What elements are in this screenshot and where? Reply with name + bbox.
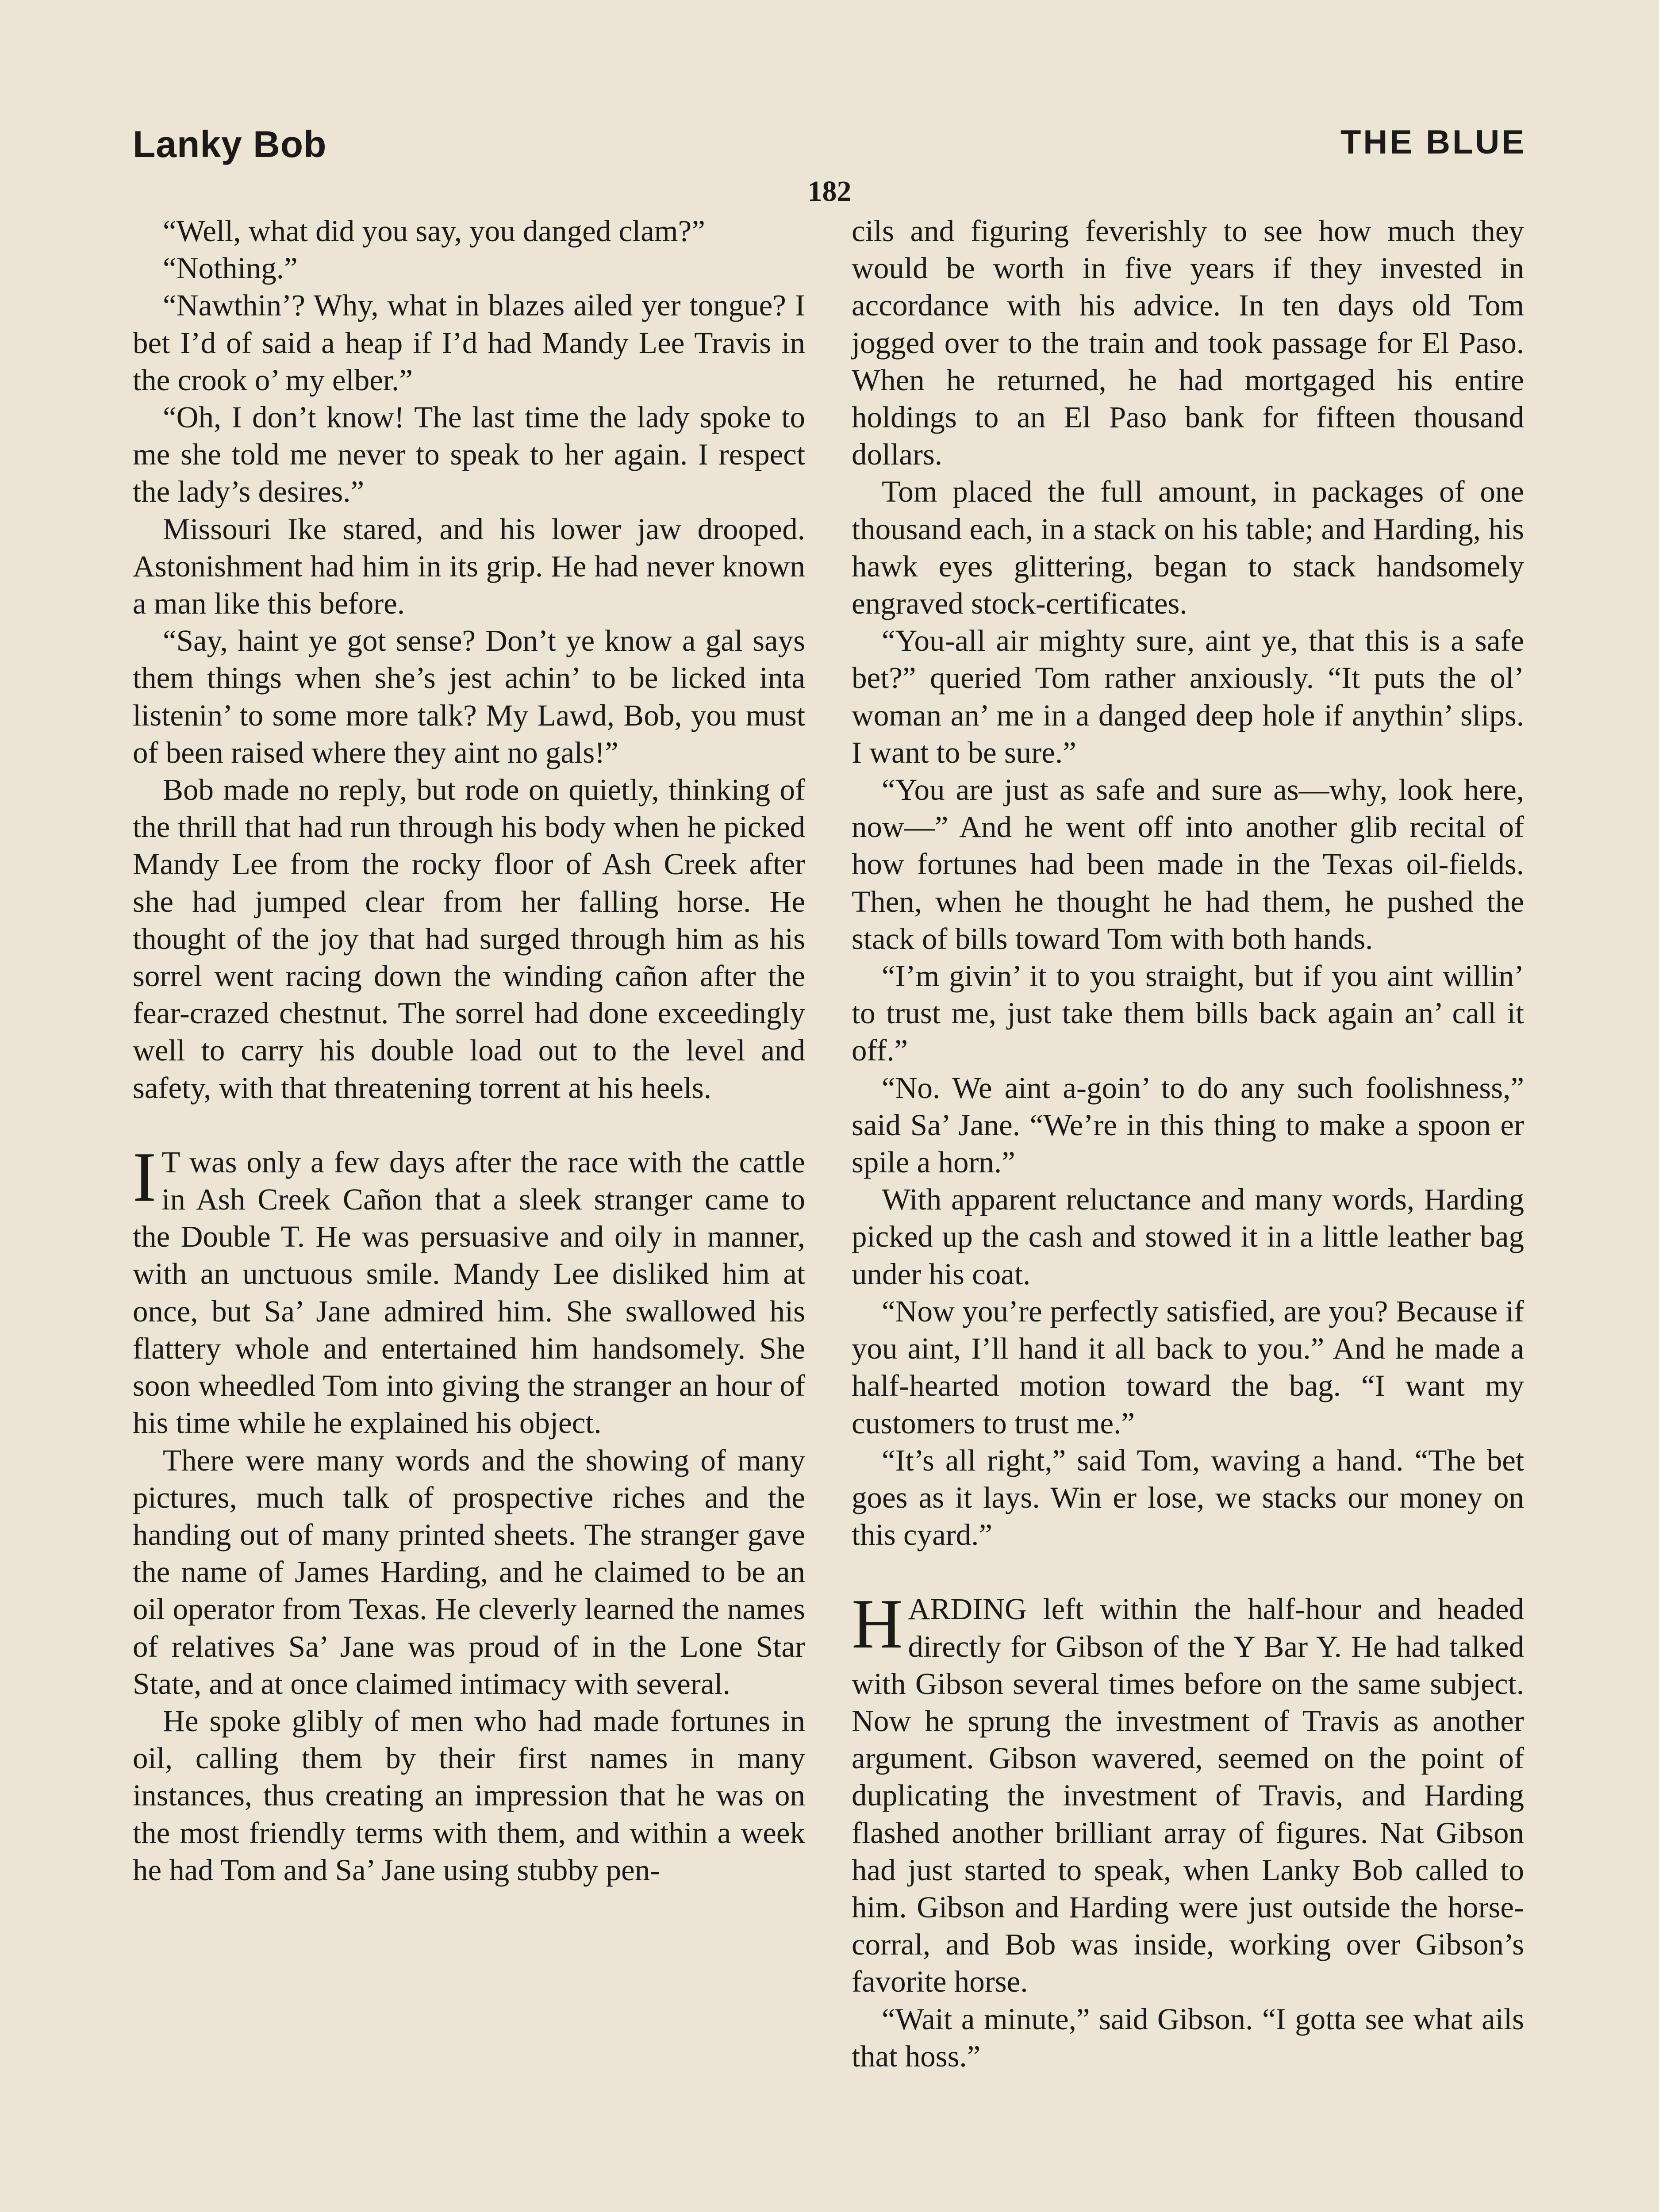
paragraph: “Now you’re perfectly satisfied, are you? Because if you aint, I’ll hand it all back to you.” And he made a half-hearted motion toward the bag. “I want my customers to trust me.” [852,1294,1524,1440]
paragraph: “Oh, I don’t know! The last time the lady spoke to me she told me never to speak to her again. I respect the lady’s desires.” [133,400,805,509]
paragraph: “No. We aint a-goin’ to do any such foolishness,” said Sa’ Jane. “We’re in this thing to make a spoon er spile a horn.” [852,1071,1524,1179]
paragraph: Tom placed the full amount, in packages of one thousand each, in a stack on his table; and Harding, his hawk eyes glittering, began to stack handsomely engraved stock-certificates. [852,475,1524,621]
story-title: Lanky Bob [133,123,327,165]
magazine-title: THE BLUE [1340,123,1526,161]
left-column [133,212,805,1889]
paragraph: With apparent reluctance and many words, Harding picked up the cash and stowed it in a little leather bag under his coat. [852,1183,1524,1291]
paragraph: There were many words and the showing of many pictures, much talk of prospective riches and the handing out of many printed sheets. The stranger gave the name of James Harding, and he claimed to be an oil operator from Texas. He cleverly learned the names of relatives Sa’ Jane was proud of in the Lone Star State, and at once claimed intimacy with several. [133,1443,805,1701]
paragraph: “It’s all right,” said Tom, waving a hand. “The bet goes as it lays. Win er lose, we stacks our money on this cyard.” [852,1443,1524,1552]
paragraph: “You-all air mighty sure, aint ye, that this is a safe bet?” queried Tom rather anxiously. “It puts the ol’ woman an’ me in a danged deep hole if anythin’ slips. I want to be sure.” [852,624,1524,769]
section-opening [133,1137,805,1442]
drop-cap: I [133,1137,157,1216]
page-number: 182 [807,175,852,207]
paragraph: “Wait a minute,” said Gibson. “I gotta see what ails that hoss.” [852,2002,1524,2073]
paragraph: He spoke glibly of men who had made fortunes in oil, calling them by their first names in many instances, thus creating an impression that he was on the most friendly terms with them, and within a week he had Tom and Sa’ Jane using stubby pen- [133,1704,805,1887]
paragraph: “I’m givin’ it to you straight, but if you aint willin’ to trust me, just take them bills back again an’ call it off.” [852,959,1524,1068]
right-column [852,212,1524,2075]
paragraph: “Nawthin’? Why, what in blazes ailed yer tongue? I bet I’d of said a heap if I’d had Mandy Lee Travis in the crook o’ my elber.” [133,288,805,397]
paragraph: “Nothing.” [163,251,298,285]
section-lead-text: T was only a few days after the race with the cattle in Ash Creek Cañon that a sleek stranger came to the Double T. He was persuasive and oily in manner, with an unctuous smile. Mandy Lee disliked him at once, but Sa’ Jane admired him. She swallowed his flattery whole and entertained him handsomely. She soon wheedled Tom into giving the stranger an hour of his time while he explained his object. [133,1145,805,1440]
paragraph: “Well, what did you say, you danged clam?” [163,214,705,248]
paragraph-continuation: cils and figuring feverishly to see how much they would be worth in five years if they invested in accordance with his advice. In ten days old Tom jogged over to the train and took passage for El Paso. When he returned, he had mortgaged his entire holdings to an El Paso bank for fifteen thousand dollars. [852,214,1524,472]
paragraph: Missouri Ike stared, and his lower jaw drooped. Astonishment had him in its grip. He had never known a man like this before. [133,512,805,621]
section-lead-text: ARDING left within the half-hour and headed directly for Gibson of the Y Bar Y. He had talked with Gibson several times before on the same subject. Now he sprung the investment of Travis as another argument. Gibson wavered, seemed on the point of duplicating the investment of Travis, and Harding flashed another brilliant array of figures. Nat Gibson had just started to speak, when Lanky Bob called to him. Gibson and Harding were just outside the horse-corral, and Bob was inside, working over Gibson’s favorite horse. [852,1592,1524,1999]
drop-cap: H [852,1584,903,1663]
paragraph: “Say, haint ye got sense? Don’t ye know a gal says them things when she’s jest achin’ to be licked inta listenin’ to some more talk? My Lawd, Bob, you must of been raised where they aint no gals!” [133,624,805,769]
paragraph: Bob made no reply, but rode on quietly, thinking of the thrill that had run through his body when he picked Mandy Lee from the rocky floor of Ash Creek after she had jumped clear from her falling horse. He thought of the joy that had surged through him as his sorrel went racing down the winding cañon after the fear-crazed chestnut. The sorrel had done exceedingly well to carry his double load out to the level and safety, with that threatening torrent at his heels. [133,773,805,1105]
section-opening [852,1584,1524,2000]
paragraph: “You are just as safe and sure as—why, look here, now—” And he went off into another glib recital of how fortunes had been made in the Texas oil-fields. Then, when he thought he had them, he pushed the stack of bills toward Tom with both hands. [852,773,1524,956]
